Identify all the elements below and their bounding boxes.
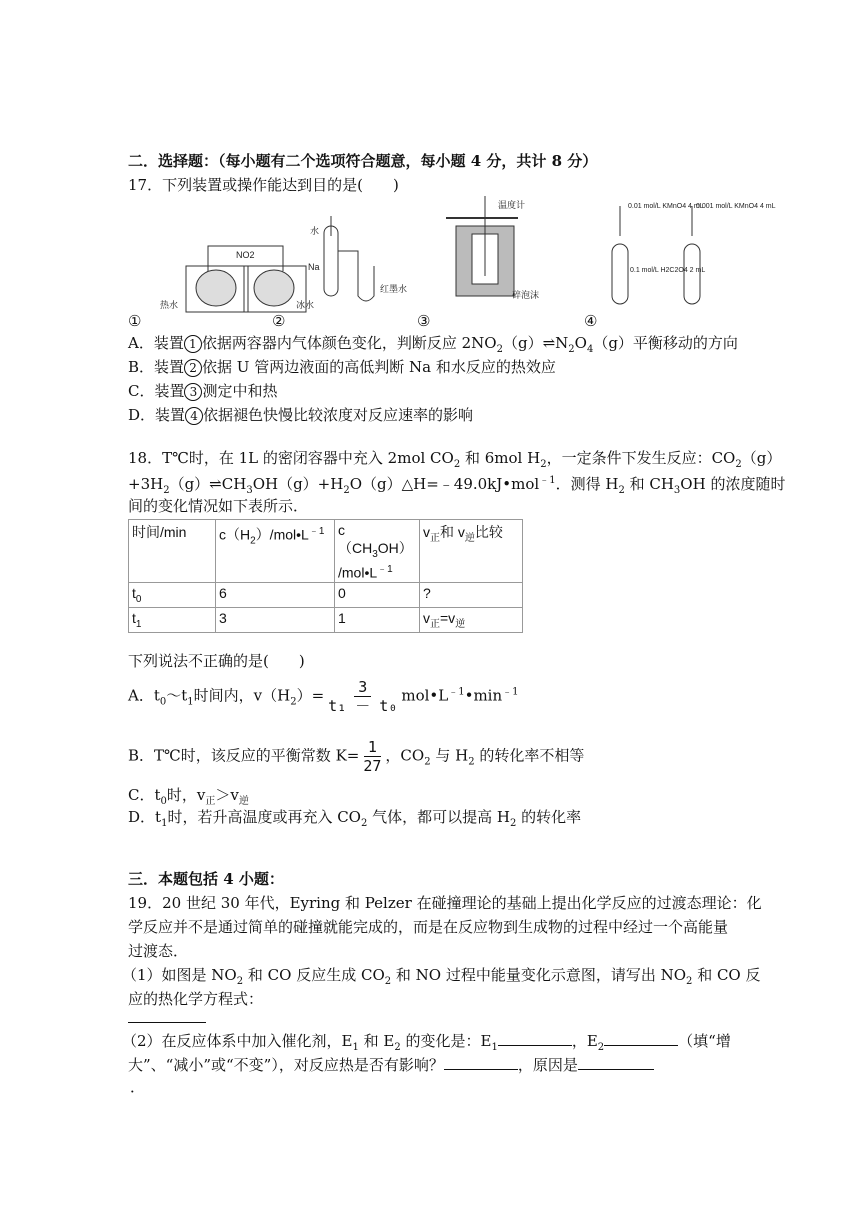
table-row — [129, 583, 523, 608]
q18-line-1: 18．T℃时，在 1L 的密闭容器中充入 2mol $CO_2$ 和 6mol $H_2$，一定条件下发生反应：$CO_2(g)$ — [128, 449, 782, 470]
q19-part-1-line-2: 应的热化学方程式： — [128, 990, 264, 1008]
q17-option-c: C．装置 3 测定中和热 — [128, 382, 278, 400]
table-cell: 0 — [335, 583, 420, 608]
table-row — [129, 608, 523, 633]
fig1-right-label: 冰水 — [296, 300, 315, 310]
q18-line-2: $+3H_2(g)\rightleftharpoons CH_3OH(g)+H_2O(g)\triangle H=﹣49.0kJ•mol^{﹣1}$．测得 $H_2$ 和 $CH_3OH$ 的浓度随时 — [128, 475, 786, 496]
q18-option-d: D．$t_1$时，若升高温度或再充入 $CO_2$ 气体，都可以提高 $H_2$ 的转化率 — [128, 808, 582, 829]
answer-blank-reason[interactable] — [578, 1055, 654, 1070]
table-cell: 1 — [335, 608, 420, 633]
table-cell: 3 — [216, 608, 335, 633]
answer-blank-effect[interactable] — [444, 1055, 518, 1070]
q17-option-d: D．装置 4 依据褪色快慢比较浓度对反应速率的影响 — [128, 406, 474, 424]
fig2-na-label: Na — [308, 262, 320, 272]
apparatus-3 — [446, 196, 539, 300]
q18-option-a: A．$t_0\sim t_1$时间内，$v(H_2)=$ $\frac{3}{\text{t₁ － t₀}}$ $mol•L^{﹣1}•\min^{﹣1}$ — [128, 678, 519, 715]
fig3-thermometer-label: 温度计 — [498, 200, 526, 210]
q18-line-3: 间的变化情况如下表所示． — [128, 497, 309, 515]
q17-option-b: B．装置 2 依据 U 管两边液面的高低判断 Na 和水反应的热效应 — [128, 358, 556, 376]
fig-number-3: ③ — [417, 312, 431, 330]
fig-number-1: ① — [128, 312, 142, 330]
table-header-row — [129, 520, 523, 583]
q17-apparatus-figure — [128, 196, 776, 330]
table-header-cell: $c(H_2)/mol•L^{﹣1}$ — [216, 520, 335, 583]
q19-end-mark: ． — [130, 1078, 146, 1096]
q19-line-3: 过渡态． — [128, 942, 189, 960]
fig1-gas-label: NO2 — [236, 250, 255, 260]
fig1-left-label: 热水 — [160, 300, 179, 310]
q18-prompt: 下列说法不正确的是( ) — [128, 652, 305, 670]
table-header-cell: $c(CH_3OH)$ $/mol•L^{﹣1}$ — [335, 520, 420, 583]
question-17-stem: 17．下列装置或操作能达到目的是( ) — [128, 176, 399, 194]
table-cell: 6 — [216, 583, 335, 608]
table-cell: $t_1$ — [129, 608, 216, 633]
q19-part-2-line-2: 大”、“减小”或“不变”），对反应热是否有影响？ ，原因是 — [128, 1054, 654, 1075]
section-heading-2: 二．选择题：（每小题有二个选项符合题意，每小题 4 分，共计 8 分） — [128, 152, 598, 170]
answer-blank-1[interactable] — [128, 1008, 206, 1023]
q18-option-b: B．T℃时，该反应的平衡常数 K= $\frac{1}{27}$ ，$CO_2$ 与 $H_2$ 的转化率不相等 — [128, 738, 585, 775]
q19-part-2-line-1: （2）在反应体系中加入催化剂，$E_1$ 和 $E_2$ 的变化是：$E_1$ ，$E_2$ （填“增 — [122, 1032, 731, 1053]
apparatus-1 — [160, 246, 314, 312]
section-heading-3: 三．本题包括 4 小题： — [128, 870, 284, 888]
q17-option-a: A．装置 1 依据两容器内气体颜色变化，判断反应 $2NO_2(g)\rightleftharpoons N_2O_4(g)$平衡移动的方向 — [128, 334, 738, 355]
table-cell: $v_正=v_逆$ — [420, 608, 523, 633]
apparatus-4 — [612, 203, 776, 304]
apparatus-2 — [308, 216, 407, 301]
table-cell: $t_0$ — [129, 583, 216, 608]
fig4-left-top-label: 0.01 mol/L KMnO4 4 mL — [628, 203, 704, 210]
answer-blank-e2[interactable] — [604, 1031, 678, 1046]
fig-number-2: ② — [272, 312, 286, 330]
table-header-cell: 时间/min — [129, 520, 216, 583]
q18-data-table — [128, 519, 523, 633]
fig-number-4: ④ — [584, 312, 598, 330]
q19-part-1-line-1: （1）如图是 $NO_2$ 和 CO 反应生成 $CO_2$ 和 NO 过程中能量变化示意图，请写出 $NO_2$ 和 CO 反 — [122, 966, 761, 987]
answer-blank-e1[interactable] — [498, 1031, 572, 1046]
fig3-foam-label: 碎泡沫 — [512, 290, 540, 300]
q18-option-c: C．$t_0$时，$v_正>v_逆$ — [128, 786, 249, 807]
fig2-ink-label: 红墨水 — [380, 284, 408, 294]
fig4-right-top-label: 0.001 mol/L KMnO4 4 mL — [696, 203, 776, 210]
q19-line-2: 学反应并不是通过简单的碰撞就能完成的，而是在反应物到生成物的过程中经过一个高能量 — [128, 918, 729, 936]
table-cell: ? — [420, 583, 523, 608]
fig4-bottom-label: 0.1 mol/L H2C2O4 2 mL — [630, 267, 706, 274]
fig2-water-label: 水 — [310, 226, 320, 236]
q19-line-1: 19．20 世纪 30 年代，Eyring 和 Pelzer 在碰撞理论的基础上提出化学反应的过渡态理论：化 — [128, 894, 762, 912]
table-header-cell: $v_正$和 $v_逆$比较 — [420, 520, 523, 583]
